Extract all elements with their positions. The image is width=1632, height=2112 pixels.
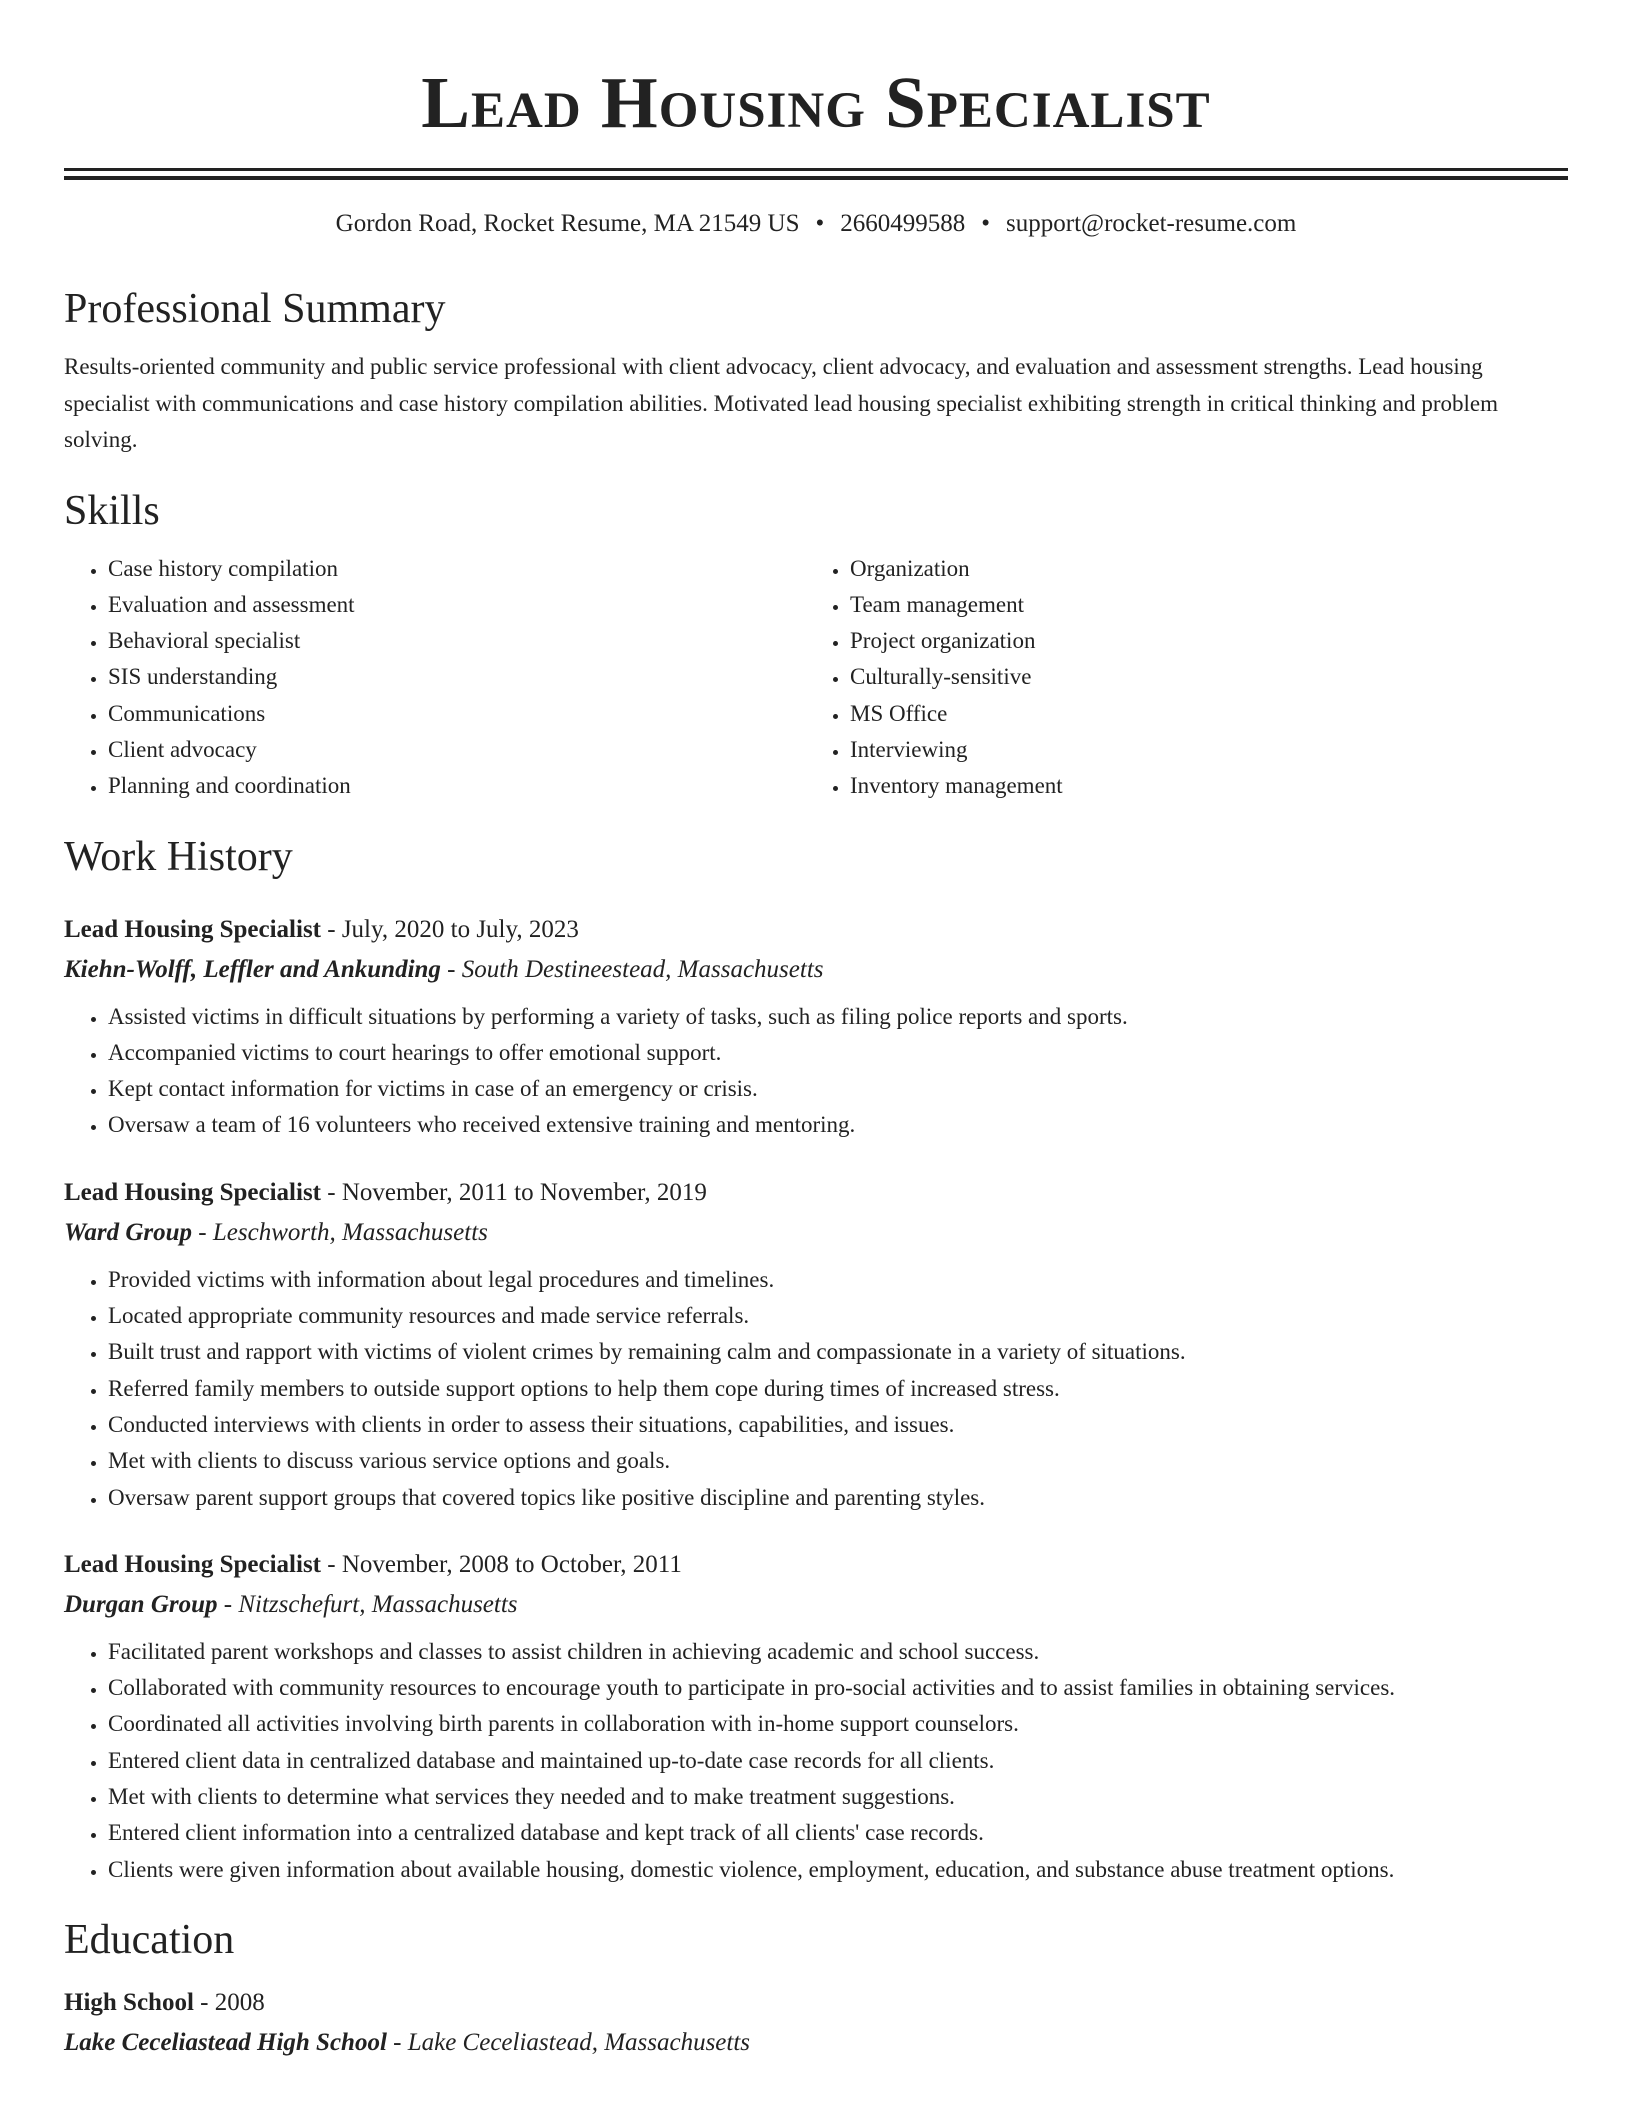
job-position: Lead Housing Specialist	[64, 1550, 321, 1578]
job-duty: • Entered client data in centralized database and maintained up-to-date case records for all clients.	[108, 1743, 1568, 1779]
work-history-heading: Work History	[64, 833, 293, 880]
job-entry	[64, 1546, 1568, 1888]
contact-email: support@rocket-resume.com	[1006, 210, 1297, 237]
job-dates: - November, 2008 to October, 2011	[321, 1550, 682, 1578]
skill-item: • Behavioral specialist	[108, 623, 806, 659]
education-school: Lake Ceceliastead High School	[64, 2028, 387, 2056]
skills-heading: Skills	[64, 487, 160, 534]
summary-text: Results-oriented community and public service professional with client advocacy, client advocacy, and evaluation and assessment strengths. Lead housing specialist with communications and case history compilation abilities. Motivated lead housing specialist exhibiting strength in critical thinking and problem solving.	[64, 354, 1499, 452]
job-duty: • Met with clients to discuss various service options and goals.	[108, 1443, 1568, 1479]
job-duty: • Collaborated with community resources to encourage youth to participate in pro-social activities and to assist families in obtaining services.	[108, 1670, 1568, 1706]
skill-item: • SIS understanding	[108, 659, 806, 695]
contact-separator: •	[981, 210, 991, 237]
skills-column-right	[806, 551, 1566, 805]
job-duty: • Located appropriate community resources and made service referrals.	[108, 1298, 1568, 1334]
job-company: Durgan Group	[64, 1590, 218, 1618]
job-duty: • Accompanied victims to court hearings to offer emotional support.	[108, 1035, 1568, 1071]
contact-phone: 2660499588	[840, 210, 966, 237]
education-location: - Lake Ceceliastead, Massachusetts	[386, 2028, 751, 2056]
job-entry	[64, 911, 1568, 1144]
job-company: Kiehn-Wolff, Leffler and Ankunding	[64, 955, 441, 983]
job-duty: • Referred family members to outside support options to help them cope during times of increased stress.	[108, 1371, 1568, 1407]
job-company-line	[64, 949, 1568, 991]
job-company: Ward Group	[64, 1218, 193, 1246]
job-dates: - July, 2020 to July, 2023	[321, 915, 579, 943]
job-duty: • Clients were given information about available housing, domestic violence, employment, education, and substance abuse treatment options.	[108, 1852, 1568, 1888]
skill-item: • Team management	[850, 587, 1566, 623]
job-duty: • Met with clients to determine what services they needed and to make treatment suggestions.	[108, 1779, 1568, 1815]
job-duty: • Built trust and rapport with victims of violent crimes by remaining calm and compassionate in a variety of situations.	[108, 1334, 1568, 1370]
header-divider-bottom	[64, 176, 1568, 180]
job-entry	[64, 1174, 1568, 1516]
job-location: - Leschworth, Massachusetts	[192, 1218, 488, 1246]
job-dates: - November, 2011 to November, 2019	[321, 1178, 707, 1206]
contact-separator: •	[815, 210, 825, 237]
skill-item: • Organization	[850, 551, 1566, 587]
job-location: - South Destineestead, Massachusetts	[440, 955, 824, 983]
skill-item: • Project organization	[850, 623, 1566, 659]
skill-item: • Client advocacy	[108, 732, 806, 768]
contact-address: Gordon Road, Rocket Resume, MA 21549 US	[335, 210, 800, 237]
skills-column-left	[64, 551, 806, 805]
job-location: - Nitzschefurt, Massachusetts	[217, 1590, 518, 1618]
job-duties	[64, 999, 1568, 1144]
job-duty: • Coordinated all activities involving birth parents in collaboration with in-home support counselors.	[108, 1706, 1568, 1742]
job-position: Lead Housing Specialist	[64, 915, 321, 943]
job-duty: • Entered client information into a centralized database and kept track of all clients' case records.	[108, 1815, 1568, 1851]
job-duty: • Oversaw a team of 16 volunteers who received extensive training and mentoring.	[108, 1107, 1568, 1143]
job-company-line	[64, 1584, 1568, 1626]
job-title-line	[64, 1546, 1568, 1584]
summary-heading: Professional Summary	[64, 286, 446, 332]
education-degree-line	[64, 1984, 1568, 2022]
job-duty: • Facilitated parent workshops and classes to assist children in achieving academic and school success.	[108, 1634, 1568, 1670]
job-company-line	[64, 1212, 1568, 1254]
job-duty: • Oversaw parent support groups that covered topics like positive discipline and parenting styles.	[108, 1480, 1568, 1516]
education-year: - 2008	[193, 1988, 265, 2016]
job-position: Lead Housing Specialist	[64, 1178, 321, 1206]
job-duty: • Provided victims with information about legal procedures and timelines.	[108, 1262, 1568, 1298]
resume-title: Lead Housing Specialist	[421, 62, 1211, 143]
job-duties	[64, 1634, 1568, 1888]
skill-item: • Inventory management	[850, 768, 1566, 804]
job-duty: • Conducted interviews with clients in order to assess their situations, capabilities, and issues.	[108, 1407, 1568, 1443]
job-title-line	[64, 1174, 1568, 1212]
skill-item: • MS Office	[850, 696, 1566, 732]
education-entry	[64, 1984, 1568, 2064]
header-divider-top	[64, 168, 1568, 171]
job-duty: • Assisted victims in difficult situations by performing a variety of tasks, such as filing police reports and sports.	[108, 999, 1568, 1035]
education-degree: High School	[64, 1988, 194, 2016]
skill-item: • Communications	[108, 696, 806, 732]
job-duty: • Kept contact information for victims in case of an emergency or crisis.	[108, 1071, 1568, 1107]
education-heading: Education	[64, 1916, 235, 1963]
education-school-line	[64, 2022, 1568, 2064]
skill-item: • Evaluation and assessment	[108, 587, 806, 623]
skill-item: • Case history compilation	[108, 551, 806, 587]
job-duties	[64, 1262, 1568, 1516]
contact-line	[64, 207, 1568, 241]
skill-item: • Planning and coordination	[108, 768, 806, 804]
skills-list	[64, 551, 1568, 805]
skill-item: • Interviewing	[850, 732, 1566, 768]
job-title-line	[64, 911, 1568, 949]
skill-item: • Culturally-sensitive	[850, 659, 1566, 695]
